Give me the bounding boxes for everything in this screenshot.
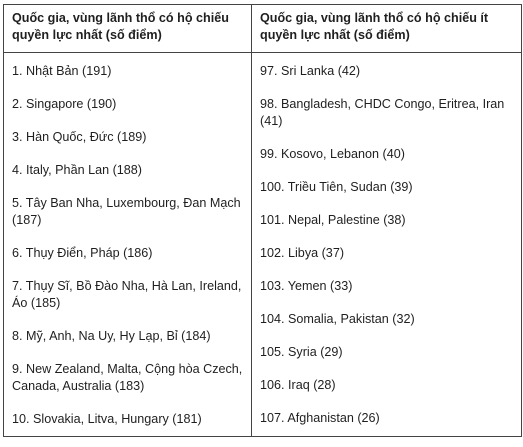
list-item: 99. Kosovo, Lebanon (40) [260, 147, 405, 161]
list-item: 107. Afghanistan (26) [260, 411, 380, 425]
list-item: 1. Nhật Bản (191) [12, 64, 112, 78]
list-item: 100. Triều Tiên, Sudan (39) [260, 180, 413, 194]
list-item: 8. Mỹ, Anh, Na Uy, Hy Lạp, Bỉ (184) [12, 329, 211, 343]
list-item: 102. Libya (37) [260, 246, 345, 260]
table-row [4, 53, 522, 437]
list-item: 10. Slovakia, Litva, Hungary (181) [12, 412, 202, 426]
list-item: 103. Yemen (33) [260, 279, 353, 293]
list-item: 7. Thụy Sĩ, Bồ Đào Nha, Hà Lan, Ireland, Áo (185) [12, 279, 242, 310]
list-item: 104. Somalia, Pakistan (32) [260, 312, 415, 326]
list-item: 9. New Zealand, Malta, Cộng hòa Czech, Canada, Australia (183) [12, 362, 243, 393]
most-powerful-column [4, 53, 252, 437]
passport-ranking-table [3, 4, 522, 437]
list-item: 105. Syria (29) [260, 345, 343, 359]
list-item: 3. Hàn Quốc, Đức (189) [12, 130, 147, 144]
list-item: 4. Italy, Phần Lan (188) [12, 163, 142, 177]
table-header-row [4, 5, 522, 53]
least-powerful-column [252, 53, 522, 437]
header-most-powerful: Quốc gia, vùng lãnh thổ có hộ chiếu quyền lực nhất (số điểm) [4, 5, 252, 53]
list-item: 97. Sri Lanka (42) [260, 64, 361, 78]
list-item: 5. Tây Ban Nha, Luxembourg, Đan Mạch (187) [12, 196, 241, 227]
list-item: 6. Thụy Điển, Pháp (186) [12, 246, 153, 260]
list-item: 98. Bangladesh, CHDC Congo, Eritrea, Iran (41) [260, 97, 505, 128]
list-item: 2. Singapore (190) [12, 97, 117, 111]
list-item: 106. Iraq (28) [260, 378, 336, 392]
header-least-powerful: Quốc gia, vùng lãnh thổ có hộ chiếu ít quyền lực nhất (số điểm) [252, 5, 522, 53]
list-item: 101. Nepal, Palestine (38) [260, 213, 406, 227]
